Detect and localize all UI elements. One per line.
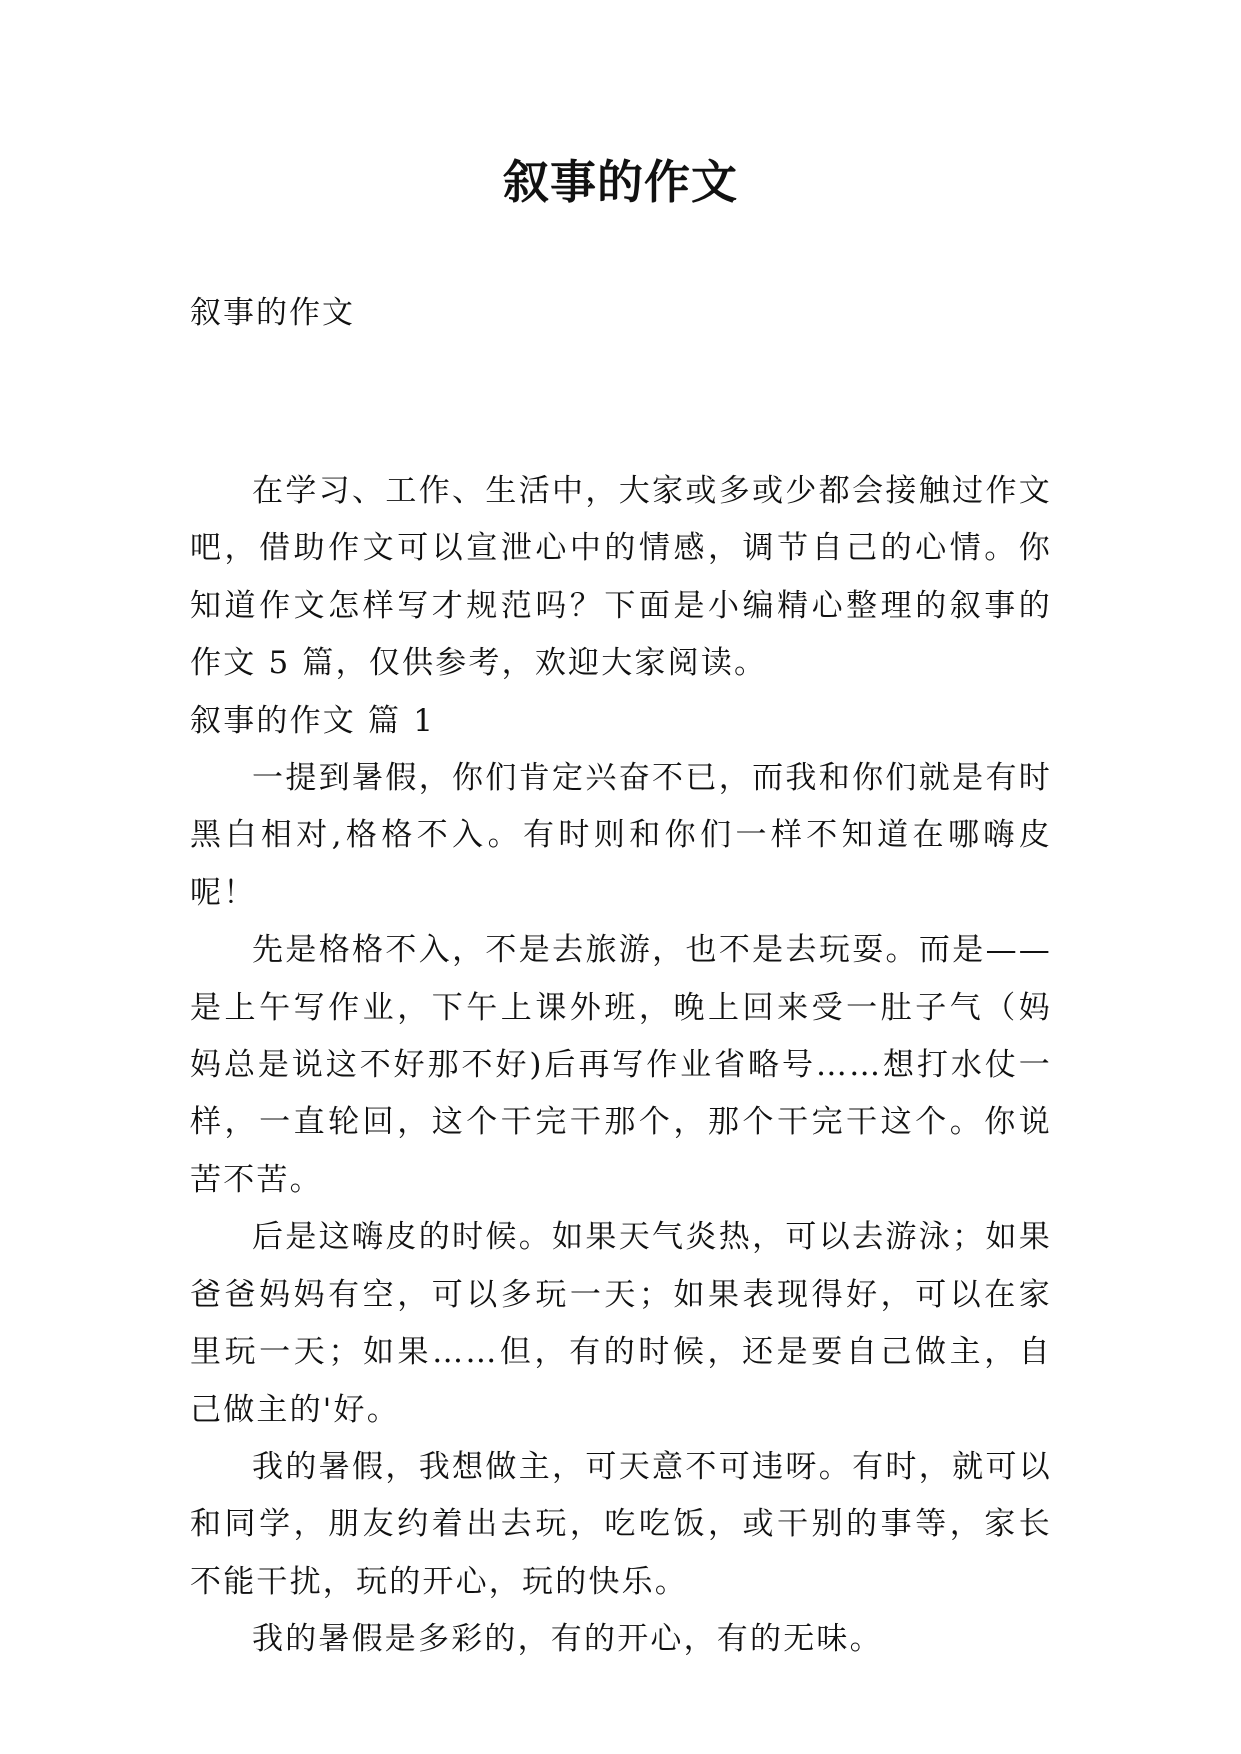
- body-paragraph: 我的暑假，我想做主，可天意不可违呀。有时，就可以和同学，朋友约着出去玩，吃吃饭，或干别的事等，家长不能干扰，玩的开心，玩的快乐。: [190, 1448, 1052, 1600]
- document-body: [190, 463, 1052, 1669]
- body-paragraph: 先是格格不入，不是去旅游，也不是去玩耍。而是——是上午写作业，下午上课外班，晚上回来受一肚子气（妈妈总是说这不好那不好)后再写作业省略号……想打水仗一样，一直轮回，这个干完干那个，那个干完干这个。你说苦不苦。: [190, 932, 1052, 1198]
- body-paragraph: 我的暑假是多彩的，有的开心，有的无味。: [252, 1621, 883, 1658]
- document-subtitle: 叙事的作文: [190, 295, 355, 331]
- body-paragraph: 一提到暑假，你们肯定兴奋不已，而我和你们就是有时黑白相对,格格不入。有时则和你们一样不知道在哪嗨皮呢！: [190, 760, 1052, 911]
- body-paragraph: 后是这嗨皮的时候。如果天气炎热，可以去游泳；如果爸爸妈妈有空，可以多玩一天；如果表现得好，可以在家里玩一天；如果……但，有的时候，还是要自己做主，自己做主的'好。: [190, 1219, 1052, 1428]
- document-title: 叙事的作文: [503, 155, 738, 209]
- intro-paragraph: 在学习、工作、生活中，大家或多或少都会接触过作文吧，借助作文可以宣泄心中的情感，调节自己的心情。你知道作文怎样写才规范吗？下面是小编精心整理的叙事的作文 5 篇，仅供参考，欢迎大家阅读。: [190, 473, 1052, 682]
- section-heading: 叙事的作文 篇 1: [190, 702, 436, 739]
